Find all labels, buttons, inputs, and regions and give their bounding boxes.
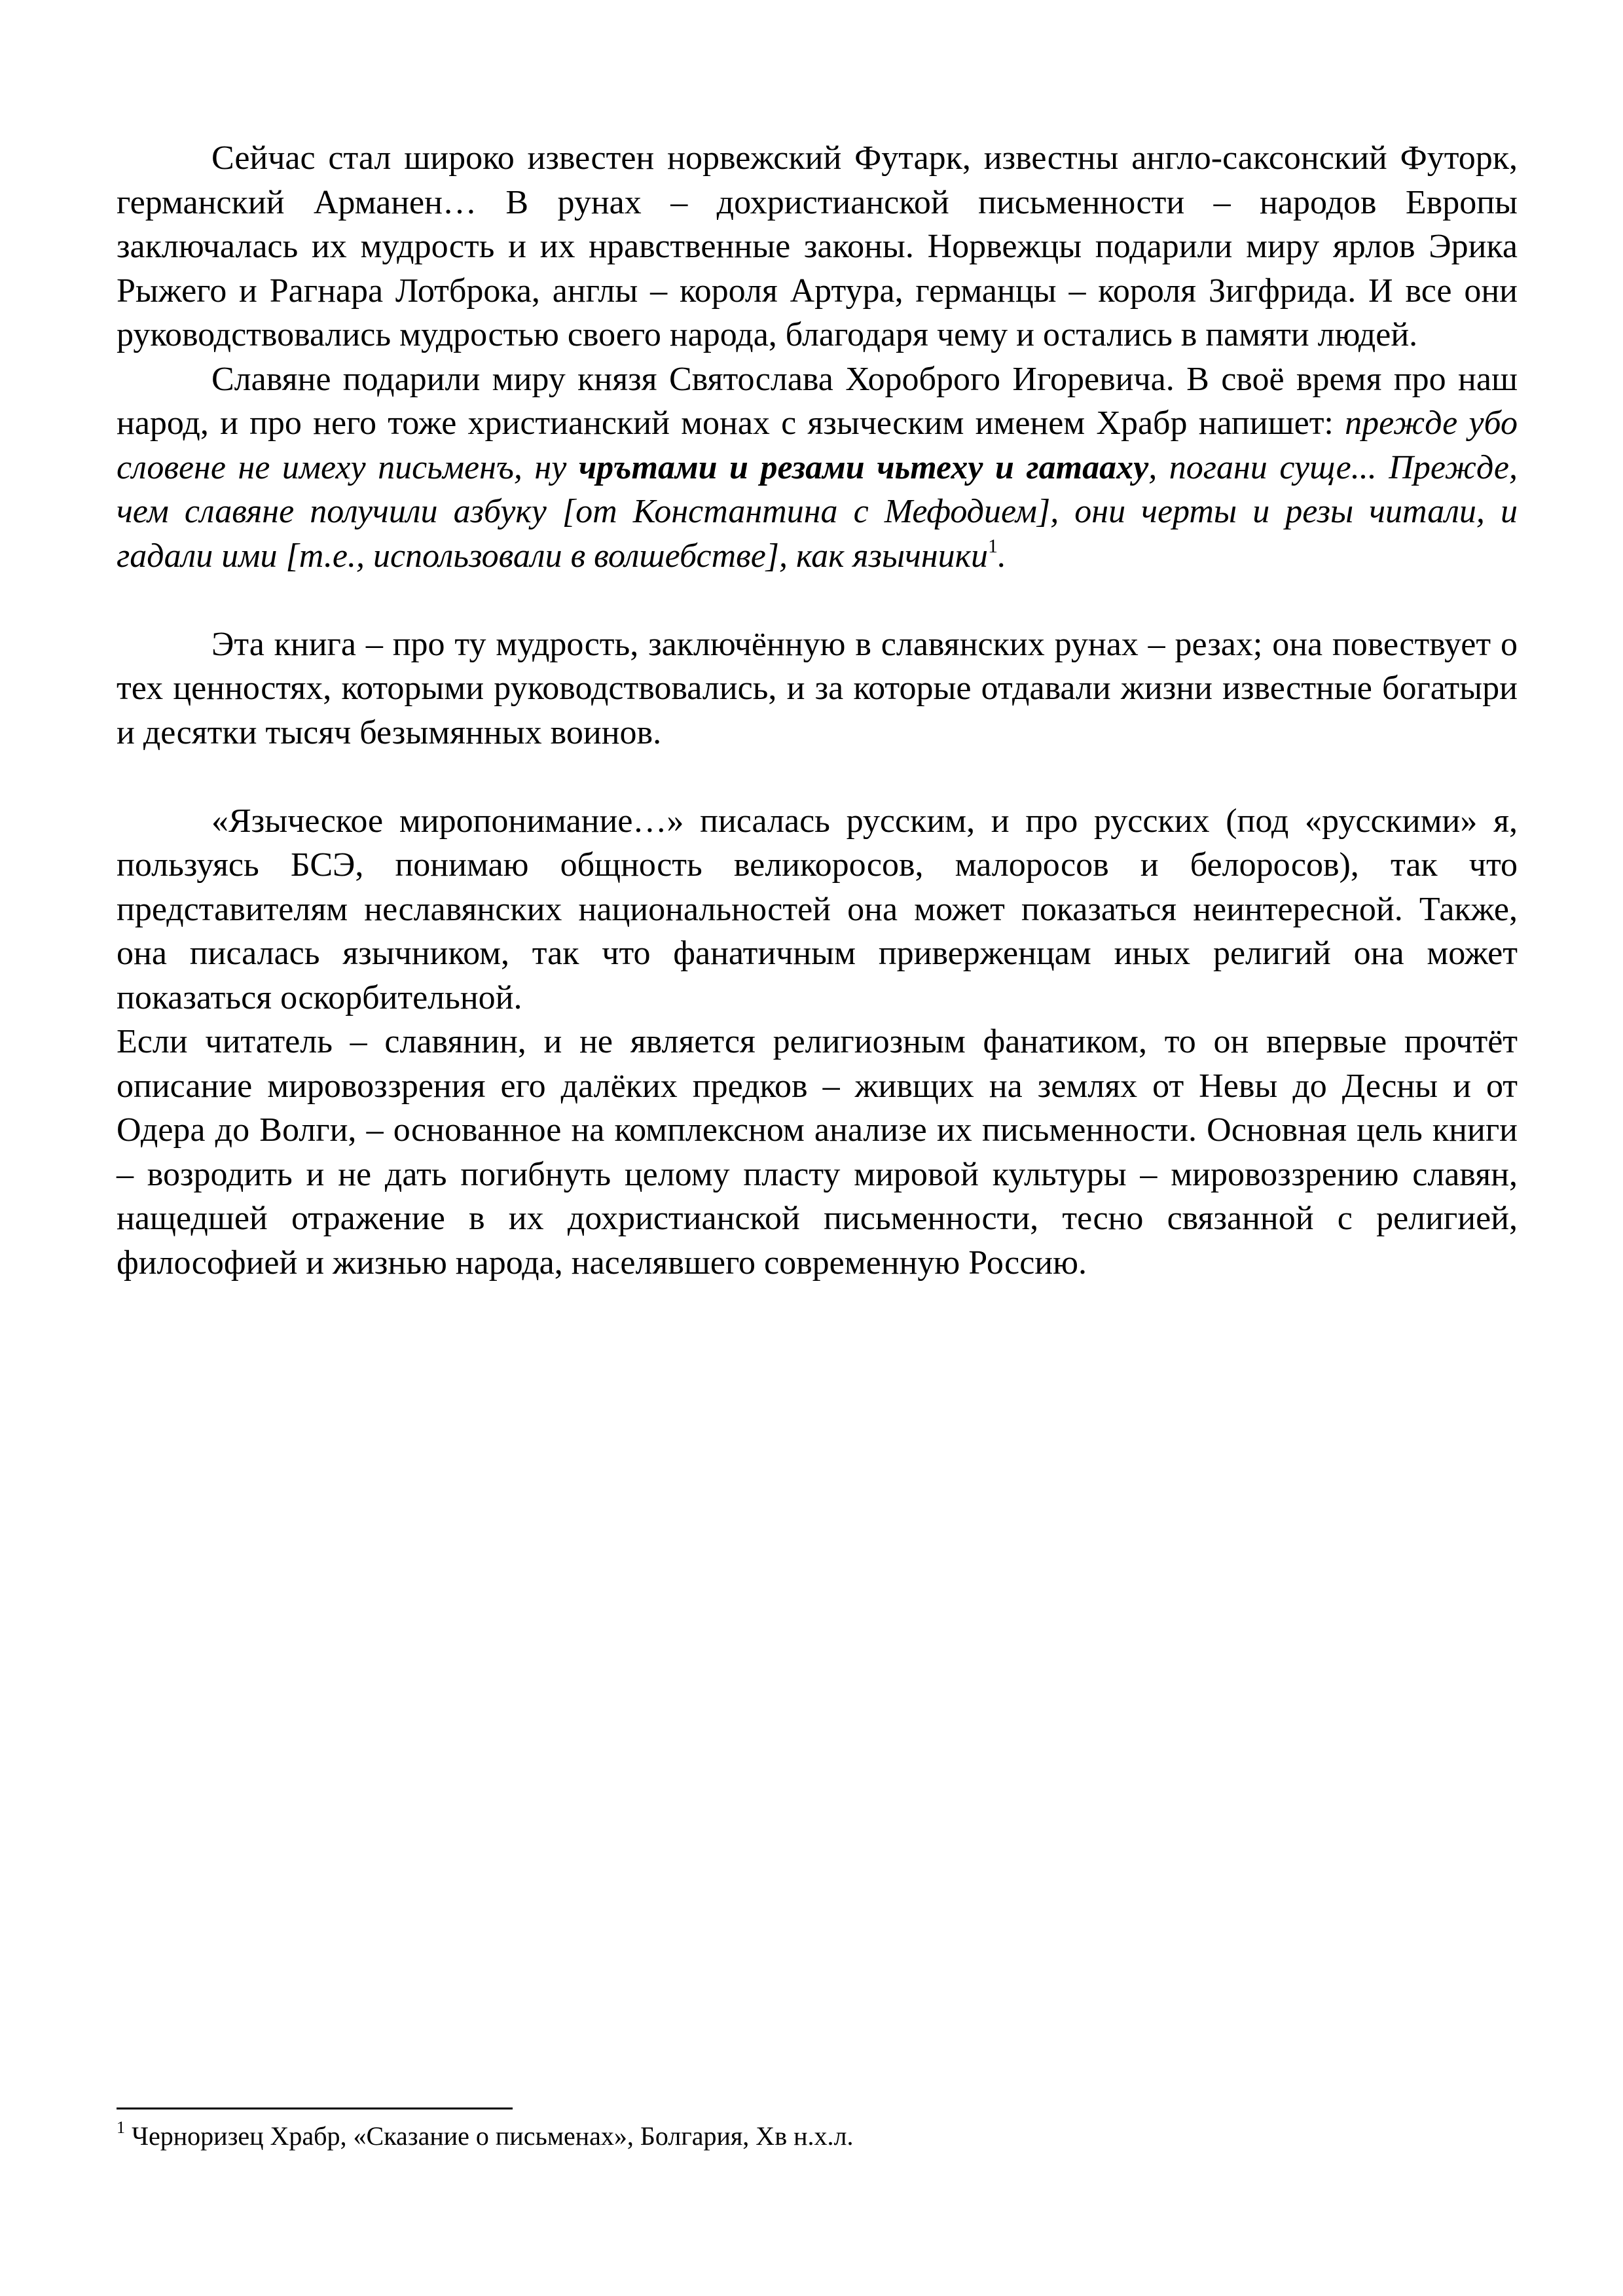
- footnote-separator: [117, 2108, 513, 2109]
- paragraph-runes: Сейчас стал широко известен норвежский Футарк, известны англо-саксонский Футорк, германский Арманен… В рунах – дохристианской письменности – народов Европы заключалась их мудрость и их нравственные законы. Норвежцы подарили миру ярлов Эрика Рыжего и Рагнара Лотброка, англы – короля Артура, германцы – короля Зигфрида. И все они руководствовались мудростью своего народа, благодаря чему и остались в памяти людей.: [117, 139, 1518, 353]
- paragraph-book-purpose: Эта книга – про ту мудрость, заключённую в славянских рунах – резах; она повествует о тех ценностях, которыми руководствовались, и за которые отдавали жизни известные богатыри и десятки тысяч безымянных воинов.: [117, 625, 1518, 751]
- khrabr-quote-end: , погани суще... Прежде, чем славяне получили азбуку [от Константина с Мефодием], они черты и резы читали, и гадали ими [т.е., использовали в волшебстве], как язычники: [117, 448, 1518, 575]
- khrabr-quote-start: прежде убо словене не имеху письменъ, ну: [117, 404, 1518, 486]
- footnote-number: 1: [117, 2118, 125, 2137]
- paragraph-slavs: [117, 357, 1518, 579]
- footnote-reference[interactable]: 1: [988, 535, 998, 557]
- page-body: [117, 136, 1518, 1285]
- paragraph-gap: [117, 578, 1518, 622]
- khrabr-quote-tail: .: [998, 537, 1007, 575]
- footnote-text: Черноризец Храбр, «Сказание о письменах», Болгария, Хв н.х.л.: [125, 2121, 854, 2151]
- footnote: [117, 2118, 1518, 2155]
- khrabr-quote-bold: чрътами и резами чьтеху и гатааху: [578, 448, 1149, 486]
- paragraph-slavs-intro: Славяне подарили миру князя Святослава Хороброго Игоревича. В своё время про наш народ, и про него тоже христианский монах с языческим именем Храбр напишет:: [117, 360, 1518, 442]
- paragraph-gap: [117, 755, 1518, 799]
- paragraph-audience: «Языческое миропонимание…» писалась русским, и про русских (под «русскими» я, пользуясь БСЭ, понимаю общность великоросов, малоросов и белоросов), так что представителям неславянских национальностей она может показаться неинтересной. Также, она писалась язычником, так что фанатичным приверженцам иных религий она может показаться оскорбительной.: [117, 802, 1518, 1016]
- paragraph-reader: Если читатель – славянин, и не является религиозным фанатиком, то он впервые прочтёт описание мировоззрения его далёких предков – живщих на землях от Невы до Десны и от Одера до Волги, – основанное на комплексном анализе их письменности. Основная цель книги – возродить и не дать погибнуть целому пласту мировой культуры – мировоззрению славян, нащедшей отражение в их дохристианской письменности, тесно связанной с религией, философией и жизнью народа, населявшего современную Россию.: [117, 1023, 1518, 1282]
